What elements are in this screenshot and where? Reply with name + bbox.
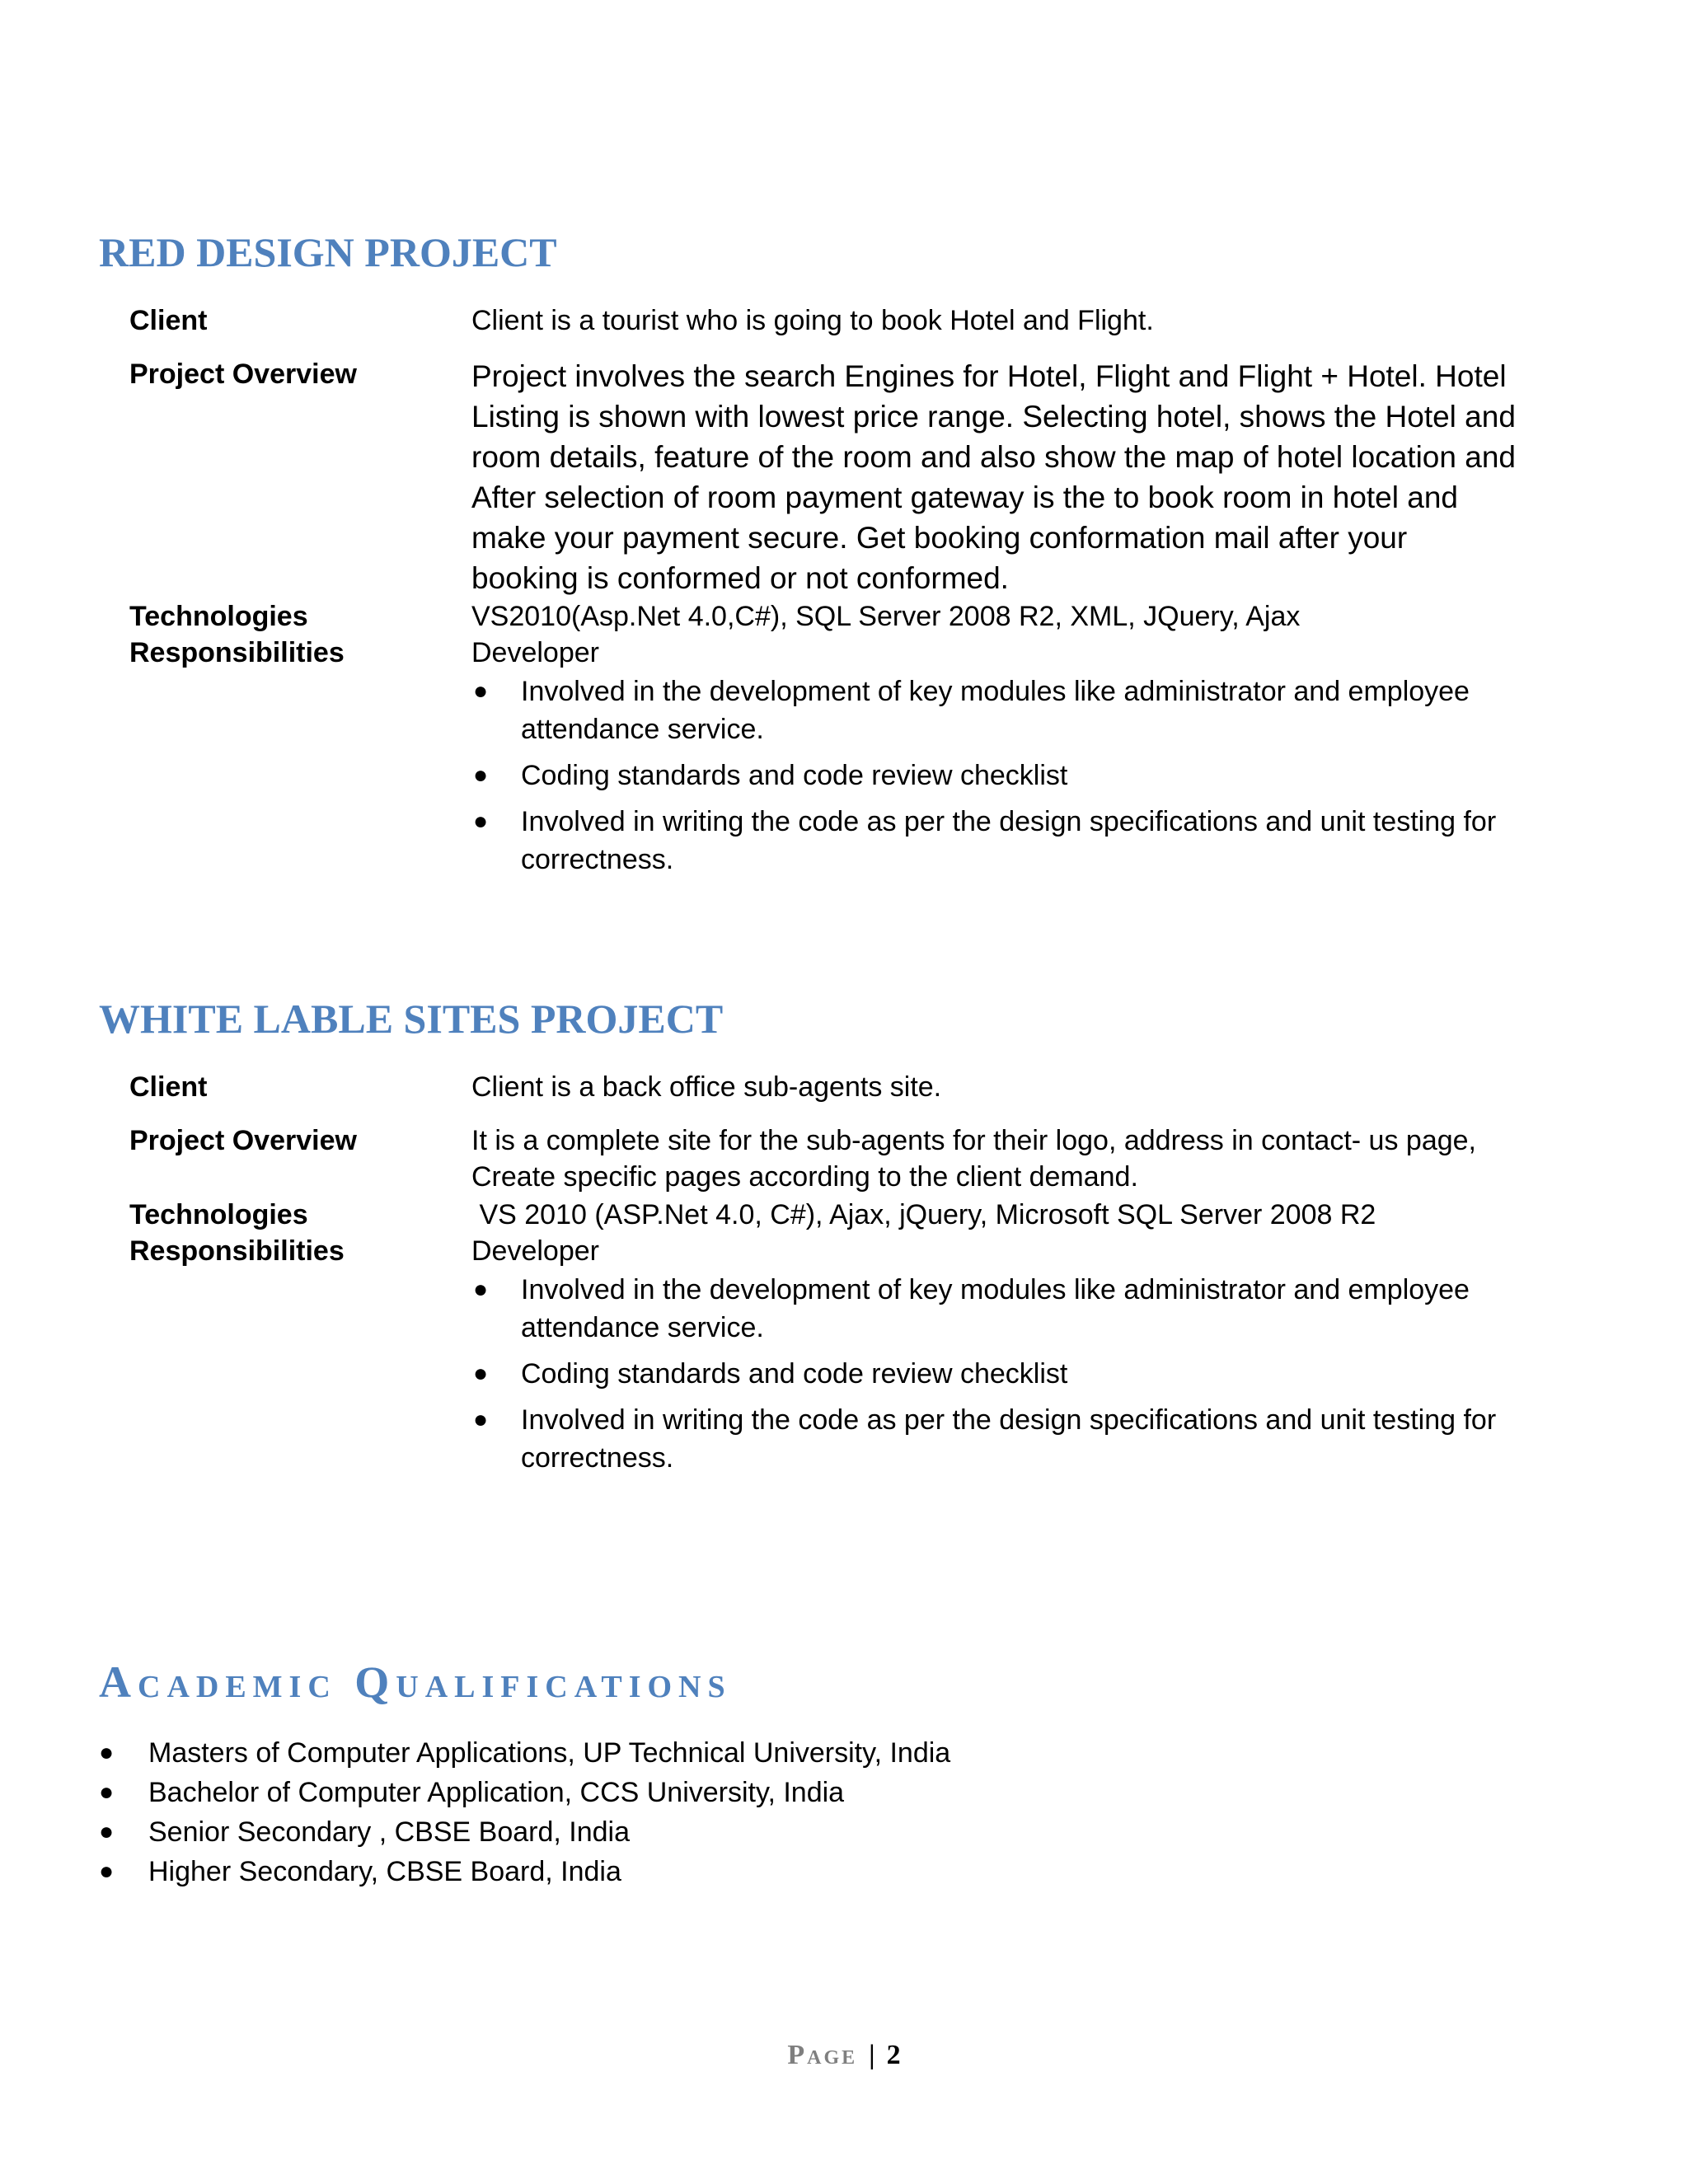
list-item: ● Senior Secondary , CBSE Board, India <box>99 1812 950 1852</box>
bullet-icon: ● <box>99 1779 115 1806</box>
list-item: ● Bachelor of Computer Application, CCS University, India <box>99 1773 950 1812</box>
bullet-icon: ● <box>99 1739 115 1766</box>
responsibilities-list <box>471 673 1518 879</box>
list-item: ● Coding standards and code review checklist <box>471 757 1518 794</box>
technologies-label: Technologies <box>129 1199 308 1230</box>
page-label: Page <box>787 2040 858 2070</box>
page-footer <box>0 2040 1688 2071</box>
page-separator: | <box>869 2040 875 2070</box>
bullet-icon: ● <box>473 677 489 705</box>
bullet-icon: ● <box>99 1818 115 1845</box>
responsibilities-label: Responsibilities <box>129 1235 345 1267</box>
bullet-icon: ● <box>99 1858 115 1885</box>
list-item: ● Coding standards and code review checklist <box>471 1355 1518 1393</box>
overview-label: Project Overview <box>129 359 357 390</box>
overview-value: It is a complete site for the sub-agents for their logo, address in contact- us page, Create specific pages according to the client demand. <box>471 1125 1476 1193</box>
list-item: ● Higher Secondary, CBSE Board, India <box>99 1852 950 1891</box>
client-label: Client <box>129 305 208 336</box>
project-title: RED DESIGN PROJECT <box>99 229 557 275</box>
page-number: 2 <box>886 2040 901 2070</box>
project-title: WHITE LABLE SITES PROJECT <box>99 996 724 1042</box>
overview-label: Project Overview <box>129 1125 357 1156</box>
responsibilities-list <box>471 1271 1518 1477</box>
list-item: ● Involved in writing the code as per the design specifications and unit testing for correctness. <box>471 803 1518 879</box>
client-value: Client is a back office sub-agents site. <box>471 1071 942 1103</box>
bullet-icon: ● <box>473 808 489 835</box>
academic-list <box>99 1733 950 1891</box>
client-value: Client is a tourist who is going to book Hotel and Flight. <box>471 305 1154 336</box>
responsibilities-label: Responsibilities <box>129 637 345 668</box>
role-value: Developer <box>471 637 599 668</box>
bullet-icon: ● <box>473 762 489 789</box>
list-item: ● Involved in the development of key modules like administrator and employee attendance service. <box>471 673 1518 748</box>
overview-value: Project involves the search Engines for Hotel, Flight and Flight + Hotel. Hotel Listing is shown with lowest price range. Selecting hotel, shows the Hotel and room details, feature of the room and also show the map of hotel location and After selection of room payment gateway is the to book room in hotel and make your payment secure. Get booking conformation mail after your booking is conformed or not conformed. <box>471 359 1516 595</box>
technologies-value: VS2010(Asp.Net 4.0,C#), SQL Server 2008 R2, XML, JQuery, Ajax <box>471 601 1301 632</box>
bullet-icon: ● <box>473 1406 489 1433</box>
role-value: Developer <box>471 1235 599 1267</box>
list-item: ● Involved in the development of key modules like administrator and employee attendance service. <box>471 1271 1518 1347</box>
bullet-icon: ● <box>473 1276 489 1303</box>
list-item: ● Involved in writing the code as per the design specifications and unit testing for correctness. <box>471 1401 1518 1477</box>
academic-title: Academic Qualifications <box>99 1657 732 1707</box>
technologies-value: VS 2010 (ASP.Net 4.0, C#), Ajax, jQuery, Microsoft SQL Server 2008 R2 <box>471 1199 1376 1230</box>
list-item: ● Masters of Computer Applications, UP Technical University, India <box>99 1733 950 1773</box>
technologies-label: Technologies <box>129 601 308 632</box>
client-label: Client <box>129 1071 208 1103</box>
bullet-icon: ● <box>473 1360 489 1387</box>
